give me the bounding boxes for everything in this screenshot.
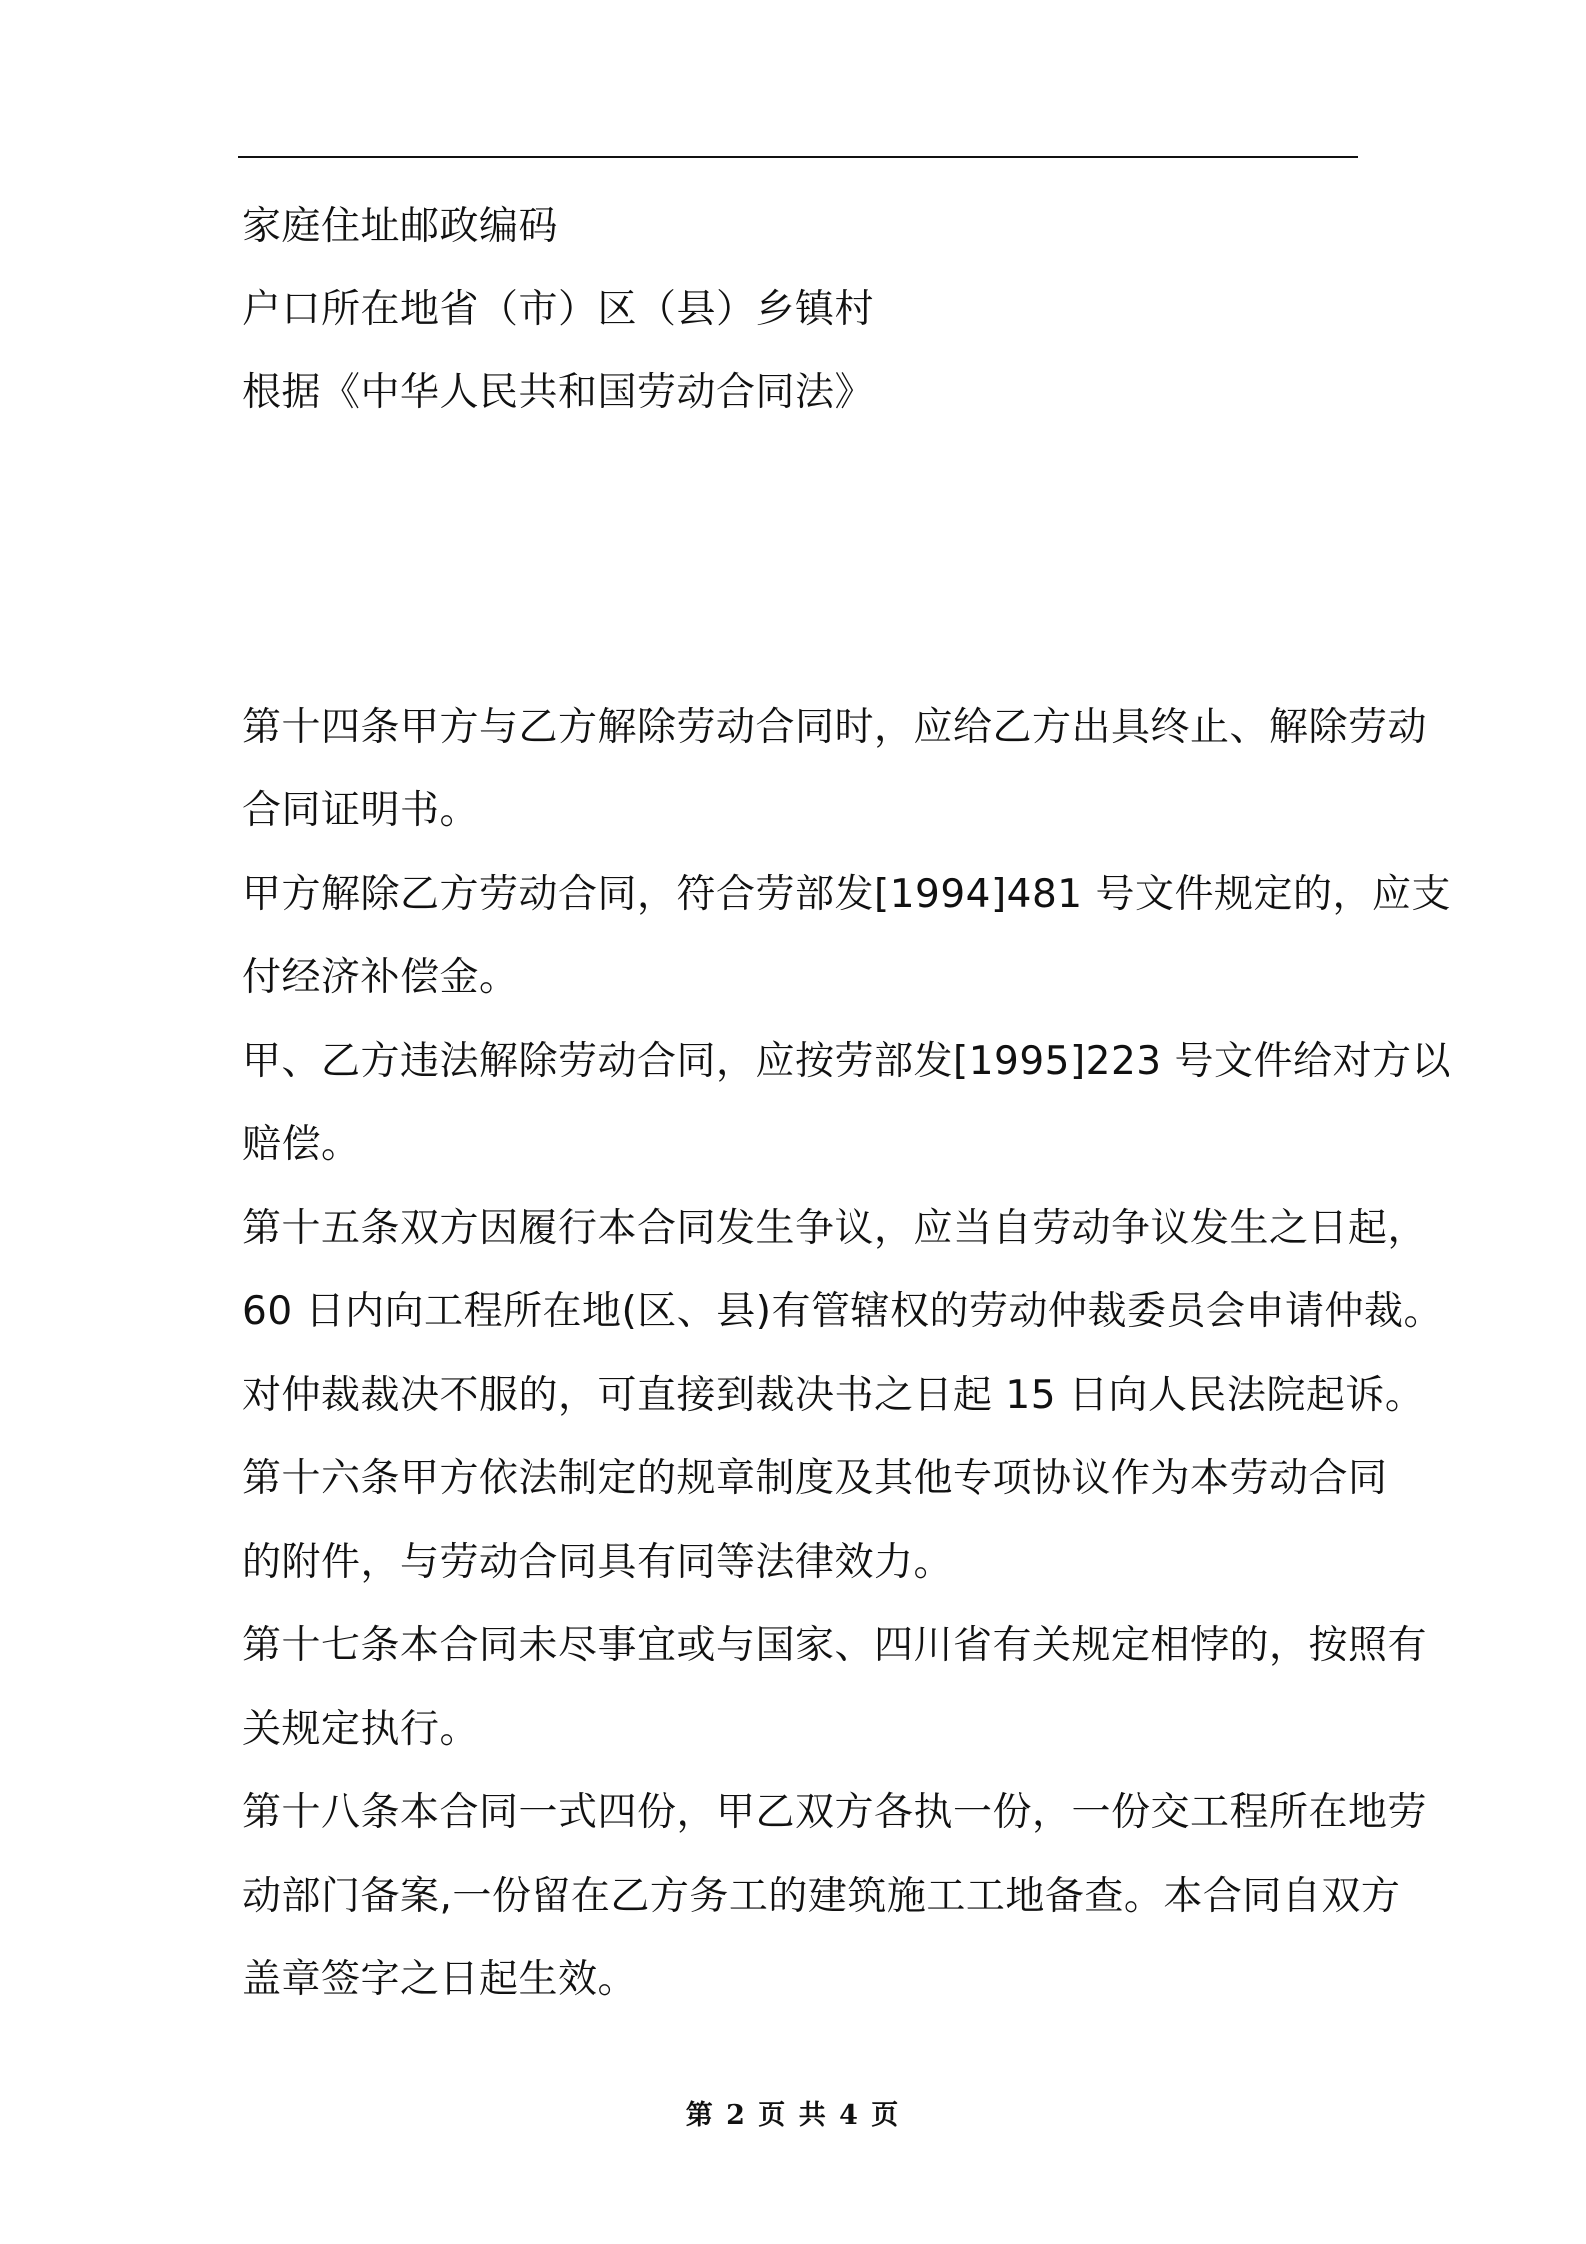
clause-16-line-2: 的附件，与劳动合同具有同等法律效力。 [242, 1540, 954, 1585]
clause-14-line-1: 第十四条甲方与乙方解除劳动合同时，应给乙方出具终止、解除劳动 [242, 705, 1428, 750]
clause-14-para-2-line-1: 甲方解除乙方劳动合同，符合劳部发[1994]481 号文件规定的，应支 [242, 872, 1452, 917]
clause-18-line-3: 盖章签字之日起生效。 [242, 1957, 638, 2002]
clause-15-line-1: 第十五条双方因履行本合同发生争议，应当自劳动争议发生之日起， [242, 1206, 1428, 1251]
clause-14-line-2: 合同证明书。 [242, 788, 480, 833]
header-divider [238, 156, 1358, 158]
clause-14-para-3-line-2: 赔偿。 [242, 1122, 361, 1167]
text-line-household-registration: 户口所在地省（市）区（县）乡镇村 [242, 287, 875, 332]
clause-15-line-2: 60 日内向工程所在地(区、县)有管辖权的劳动仲裁委员会申请仲裁。 [242, 1289, 1443, 1334]
clause-18-line-2: 动部门备案,一份留在乙方务工的建筑施工工地备查。本合同自双方 [242, 1874, 1401, 1919]
clause-17-line-2: 关规定执行。 [242, 1707, 480, 1752]
text-line-postal-code: 家庭住址邮政编码 [242, 204, 559, 249]
clause-14-para-3-line-1: 甲、乙方违法解除劳动合同，应按劳部发[1995]223 号文件给对方以 [242, 1039, 1452, 1084]
clause-18-line-1: 第十八条本合同一式四份，甲乙双方各执一份，一份交工程所在地劳 [242, 1790, 1428, 1835]
page-number-footer: 第 2 页 共 4 页 [685, 2100, 901, 2131]
clause-15-line-3: 对仲裁裁决不服的，可直接到裁决书之日起 15 日向人民法院起诉。 [242, 1373, 1425, 1418]
clause-16-line-1: 第十六条甲方依法制定的规章制度及其他专项协议作为本劳动合同 [242, 1456, 1388, 1501]
clause-17-line-1: 第十七条本合同未尽事宜或与国家、四川省有关规定相悖的，按照有 [242, 1623, 1428, 1668]
clause-14-para-2-line-2: 付经济补偿金。 [242, 955, 519, 1000]
text-line-legal-basis: 根据《中华人民共和国劳动合同法》 [242, 370, 875, 415]
